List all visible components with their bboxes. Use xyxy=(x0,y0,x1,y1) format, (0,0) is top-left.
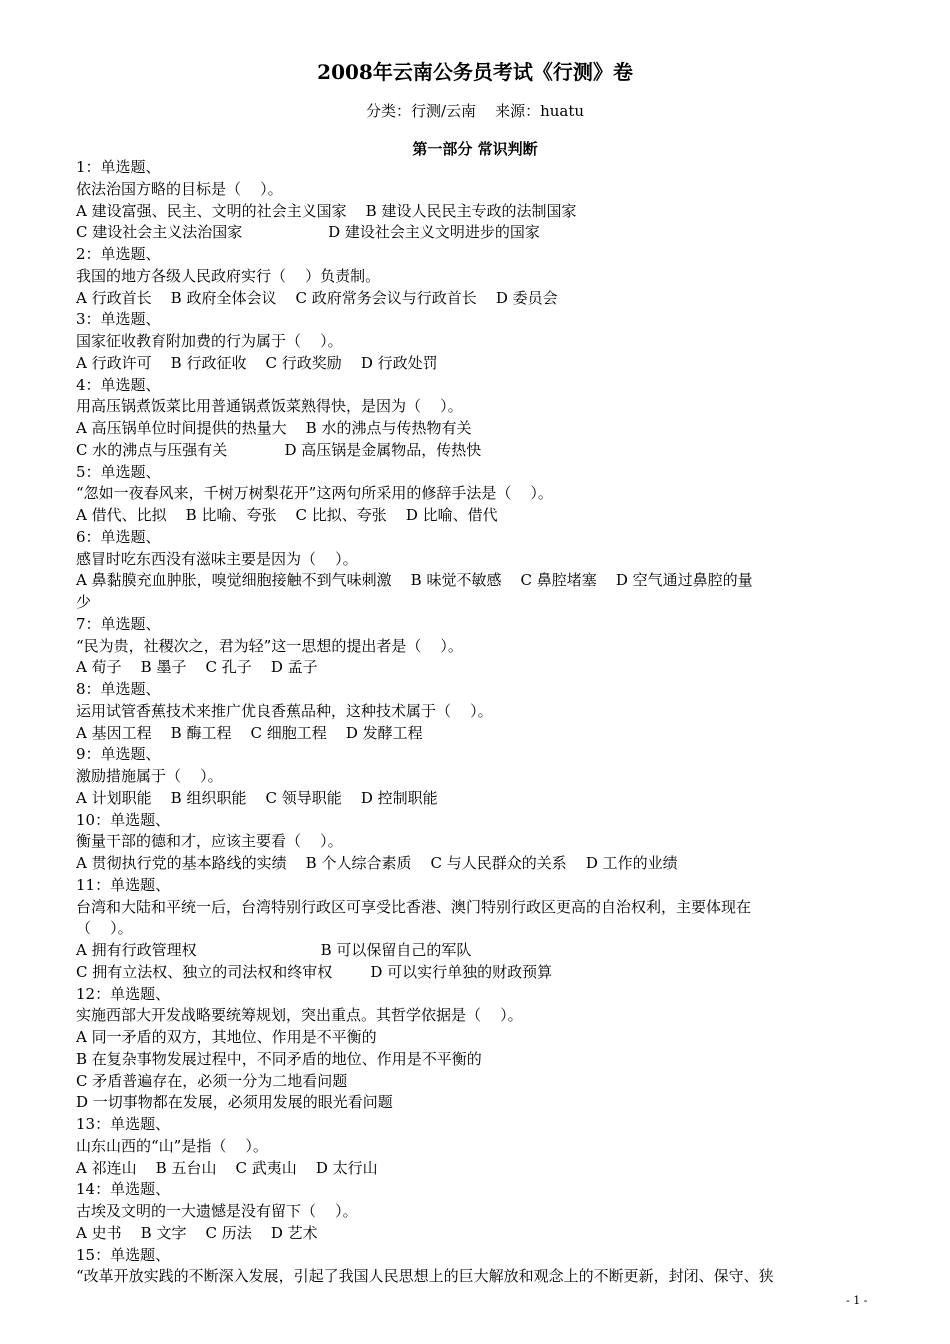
text-line: 实施西部大开发战略要统筹规划，突出重点。其哲学依据是（ ）。 xyxy=(76,1006,523,1025)
text-line: “忽如一夜春风来，千树万树梨花开”这两句所采用的修辞手法是（ ）。 xyxy=(76,484,553,503)
text-line: 古埃及文明的一大遗憾是没有留下（ ）。 xyxy=(76,1202,358,1220)
text-line: 12：单选题、 xyxy=(76,984,171,1003)
text-line: C 拥有立法权、独立的司法权和终审权 D 可以实行单独的财政预算 xyxy=(76,962,553,981)
text-line: 11：单选题、 xyxy=(76,875,171,894)
text-line: A 计划职能 B 组织职能 C 领导职能 D 控制职能 xyxy=(76,788,438,807)
text-line: “改革开放实践的不断深入发展，引起了我国人民思想上的巨大解放和观念上的不断更新，封闭、保守、狭 xyxy=(76,1267,774,1286)
text-line: A 建设富强、民主、文明的社会主义国家 B 建设人民民主专政的法制国家 xyxy=(76,201,577,220)
text-line: “民为贵，社稷次之，君为轻”这一思想的提出者是（ ）。 xyxy=(76,636,463,655)
text-line: A 荀子 B 墨子 C 孔子 D 孟子 xyxy=(76,658,318,677)
text-line: A 行政许可 B 行政征收 C 行政奖励 D 行政处罚 xyxy=(76,353,438,372)
text-line: 4：单选题、 xyxy=(76,375,161,394)
text-line: 依法治国方略的目标是（ ）。 xyxy=(76,179,283,198)
text-line: B 在复杂事物发展过程中，不同矛盾的地位、作用是不平衡的 xyxy=(76,1049,482,1068)
text-line: 山东山西的“山”是指（ ）。 xyxy=(76,1136,268,1155)
text-line: D 一切事物都在发展，必须用发展的眼光看问题 xyxy=(76,1093,393,1112)
text-line: C 水的沸点与压强有关 D 高压锅是金属物品，传热快 xyxy=(76,440,482,459)
text-line: （ ）。 xyxy=(76,919,133,938)
page-number: - 1 - xyxy=(846,1294,868,1307)
text-line: 7：单选题、 xyxy=(76,614,161,633)
text-line: 15：单选题、 xyxy=(76,1245,171,1264)
text-line: A 高压锅单位时间提供的热量大 B 水的沸点与传热物有关 xyxy=(76,419,472,437)
text-line: C 建设社会主义法治国家 D 建设社会主义文明进步的国家 xyxy=(76,223,540,242)
text-line: 10：单选题、 xyxy=(76,810,171,829)
text-line: 我国的地方各级人民政府实行（ ）负责制。 xyxy=(76,266,381,285)
text-line: 5：单选题、 xyxy=(76,462,161,481)
text-line: A 鼻黏膜充血肿胀，嗅觉细胞接触不到气味刺激 B 味觉不敏感 C 鼻腔堵塞 D 空气通过鼻腔的量 xyxy=(76,571,753,590)
category-source-line: 分类：行测/云南 来源：huatu xyxy=(365,102,585,120)
text-line: A 同一矛盾的双方，其地位、作用是不平衡的 xyxy=(76,1028,377,1046)
text-line: A 拥有行政管理权 B 可以保留自己的军队 xyxy=(76,941,472,959)
text-line: 9：单选题、 xyxy=(76,745,161,764)
text-line: A 行政首长 B 政府全体会议 C 政府常务会议与行政首长 D 委员会 xyxy=(76,288,558,307)
text-line: 感冒时吃东西没有滋味主要是因为（ ）。 xyxy=(76,549,358,568)
text-line: A 贯彻执行党的基本路线的实绩 B 个人综合素质 C 与人民群众的关系 D 工作的业绩 xyxy=(76,854,678,872)
text-line: 2：单选题、 xyxy=(76,245,161,263)
text-line: A 借代、比拟 B 比喻、夸张 C 比拟、夸张 D 比喻、借代 xyxy=(76,506,498,524)
text-line: 3：单选题、 xyxy=(76,310,161,329)
text-line: C 矛盾普遍存在，必须一分为二地看问题 xyxy=(76,1071,348,1090)
text-line: 运用试管香蕉技术来推广优良香蕉品种，这种技术属于（ ）。 xyxy=(76,701,493,720)
text-line: 激励措施属于（ ）。 xyxy=(76,767,223,785)
text-line: 13：单选题、 xyxy=(76,1115,171,1133)
text-line: 6：单选题、 xyxy=(76,527,161,546)
text-line: 台湾和大陆和平统一后，台湾特别行政区可享受比香港、澳门特别行政区更高的自治权利，主要体现在 xyxy=(76,897,752,916)
page-title: 2008年云南公务员考试《行测》卷 xyxy=(317,60,633,84)
text-line: 国家征收教育附加费的行为属于（ ）。 xyxy=(76,332,343,350)
text-line: A 基因工程 B 酶工程 C 细胞工程 D 发酵工程 xyxy=(76,723,423,742)
text-line: 衡量干部的德和才，应该主要看（ ）。 xyxy=(76,832,343,851)
text-line: 1：单选题、 xyxy=(76,158,161,176)
text-line: 少 xyxy=(76,593,92,611)
section-heading: 第一部分 常识判断 xyxy=(412,140,538,158)
text-line: A 祁连山 B 五台山 C 武夷山 D 太行山 xyxy=(76,1158,378,1177)
text-line: 8：单选题、 xyxy=(76,680,161,698)
text-line: A 史书 B 文字 C 历法 D 艺术 xyxy=(76,1223,318,1242)
text-line: 14：单选题、 xyxy=(76,1180,171,1199)
text-line: 用高压锅煮饭菜比用普通锅煮饭菜熟得快，是因为（ ）。 xyxy=(76,397,463,416)
question-list xyxy=(76,157,876,1288)
